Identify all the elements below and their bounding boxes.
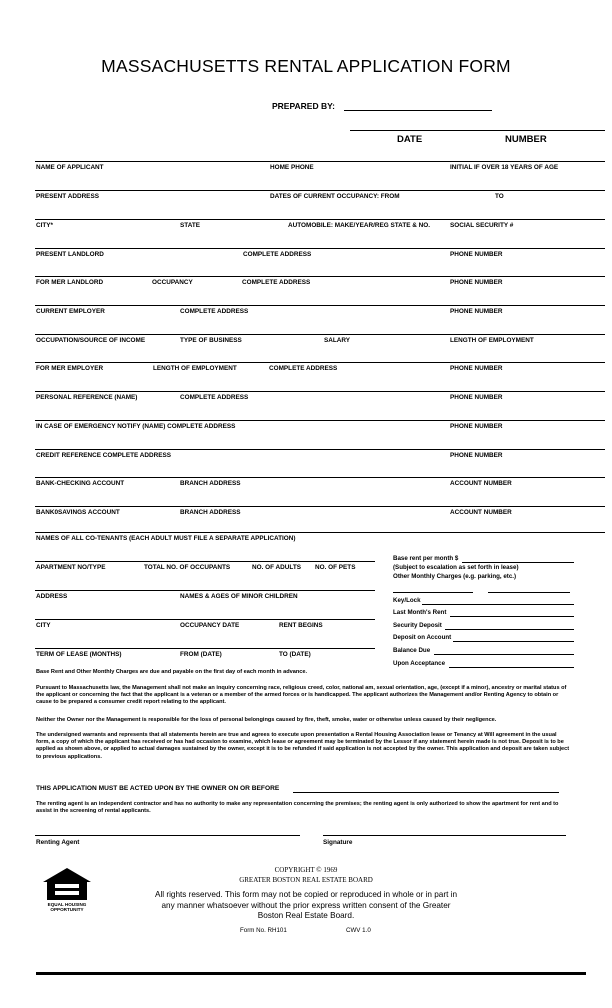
cotenants-label: NAMES OF ALL CO-TENANTS (EACH ADULT MUST FILE A SEPARATE APPLICATION): [36, 535, 296, 542]
no-pets-label: NO. OF PETS: [315, 564, 356, 571]
last-month-label: Last Month's Rent: [393, 609, 447, 616]
occupancy-label: OCCUPANCY: [152, 279, 193, 286]
field-line[interactable]: [35, 590, 375, 591]
length-of-employment-label: LENGTH OF EMPLOYMENT: [153, 365, 237, 372]
present-address-label: PRESENT ADDRESS: [36, 193, 99, 200]
phone-number-label: PHONE NUMBER: [450, 308, 503, 315]
current-employer-label: CURRENT EMPLOYER: [36, 308, 105, 315]
city-star-label: CITY*: [36, 222, 54, 229]
other-charges-label: Other Monthly Charges (e.g. parking, etc.): [393, 573, 517, 580]
to-date-label: TO (DATE): [279, 651, 311, 658]
field-line[interactable]: [35, 532, 605, 533]
account-number-label: ACCOUNT NUMBER: [450, 509, 512, 516]
law-paragraph: Pursuant to Massachusetts law, the Management shall not make an inquiry concerning race, religious creed, color, national am, sexual orientation, age, (except if a minor), ancestry or marital status of the applicant or concerning the fact that the applicant is a veteran or a member of the armed forces or is handicapped. The applicant authorizes the Management and/or Renting Agency to obtain or cause to be prepared a consumer credit report relating to the applicant.: [36, 685, 567, 706]
field-line[interactable]: [35, 219, 605, 220]
occupation-label: OCCUPATION/SOURCE OF INCOME: [36, 337, 146, 344]
bottom-rule: [36, 972, 586, 975]
upon-acceptance-line[interactable]: [449, 667, 574, 668]
term-of-lease-label: TERM OF LEASE (MONTHS): [36, 651, 122, 658]
other-charges-line[interactable]: [393, 592, 473, 593]
address-label: ADDRESS: [36, 593, 68, 600]
no-adults-label: NO. OF ADULTS: [252, 564, 301, 571]
base-rent-due-text: Base Rent and Other Monthly Charges are due and payable on the first day of each month in advance.: [36, 669, 308, 675]
acted-upon-line[interactable]: [293, 792, 559, 793]
occupancy-date-label: OCCUPANCY DATE: [180, 622, 240, 629]
type-of-business-label: TYPE OF BUSINESS: [180, 337, 242, 344]
base-rent-label: Base rent per month $: [393, 555, 459, 562]
total-occupants-label: TOTAL NO. OF OCCUPANTS: [144, 564, 231, 571]
apartment-type-label: APARTMENT NO/TYPE: [36, 564, 106, 571]
state-label: STATE: [180, 222, 200, 229]
upon-acceptance-label: Upon Acceptance: [393, 660, 446, 667]
equal-housing-logo: [41, 866, 93, 914]
liability-paragraph: Neither the Owner nor the Management is responsible for the loss of personal belongings caused by fire, theft, smoke, water or otherwise unless caused by their negligence.: [36, 717, 497, 723]
deposit-on-account-label: Deposit on Account: [393, 634, 452, 641]
renting-agent-line[interactable]: [35, 835, 300, 836]
field-line[interactable]: [35, 477, 605, 478]
name-of-applicant-label: NAME OF APPLICANT: [36, 164, 104, 171]
field-line[interactable]: [35, 334, 605, 335]
to-label: TO: [495, 193, 504, 200]
field-line[interactable]: [35, 449, 605, 450]
security-deposit-line[interactable]: [445, 629, 574, 630]
form-number: Form No. RH101: [240, 927, 287, 934]
deposit-on-account-line[interactable]: [453, 641, 574, 642]
base-rent-line[interactable]: [462, 562, 574, 563]
former-landlord-label: FOR MER LANDLORD: [36, 279, 104, 286]
from-date-label: FROM (DATE): [180, 651, 222, 658]
complete-address-label: COMPLETE ADDRESS: [180, 394, 249, 401]
board-text: GREATER BOSTON REAL ESTATE BOARD: [239, 876, 373, 884]
credit-reference-label: CREDIT REFERENCE COMPLETE ADDRESS: [36, 452, 172, 459]
key-lock-label: Key/Lock: [393, 597, 421, 604]
phone-number-label: PHONE NUMBER: [450, 279, 503, 286]
renting-agent-label: Renting Agent: [36, 839, 80, 846]
complete-address-label: COMPLETE ADDRESS: [180, 308, 249, 315]
account-number-label: ACCOUNT NUMBER: [450, 480, 512, 487]
salary-label: SALARY: [324, 337, 351, 344]
date-number-line[interactable]: [350, 130, 605, 131]
complete-address-label: COMPLETE ADDRESS: [242, 279, 311, 286]
dates-occupancy-label: DATES OF CURRENT OCCUPANCY: FROM: [270, 193, 400, 200]
field-line[interactable]: [35, 506, 605, 507]
branch-address-label: BRANCH ADDRESS: [180, 509, 241, 516]
field-line[interactable]: [35, 362, 605, 363]
rights-text: All rights reserved. This form may not be copied or reproduced in whole or in part in any manner whatsoever without the prior express written consent of the Greater Boston Real Estate Board.: [154, 890, 458, 920]
initial-18-label: INITIAL IF OVER 18 YEARS OF AGE: [450, 164, 559, 171]
field-line[interactable]: [35, 161, 605, 162]
complete-address-label: COMPLETE ADDRESS: [269, 365, 338, 372]
agent-paragraph: The renting agent is an independent contractor and has no authority to make any representation concerning the premises; the renting agent is only authorized to show the apartment for rent and to assist in the screening of rental applicants.: [36, 801, 559, 815]
field-line[interactable]: [35, 391, 605, 392]
phone-number-label: PHONE NUMBER: [450, 452, 503, 459]
form-title: MASSACHUSETTS RENTAL APPLICATION FORM: [101, 56, 511, 76]
number-header: NUMBER: [505, 134, 547, 145]
field-line[interactable]: [35, 561, 375, 562]
emergency-label: IN CASE OF EMERGENCY NOTIFY (NAME) COMPLETE ADDRESS: [36, 423, 236, 430]
minor-children-label: NAMES & AGES OF MINOR CHILDREN: [180, 593, 298, 600]
copyright-text: COPYRIGHT © 1969: [274, 866, 338, 874]
signature-line[interactable]: [323, 835, 566, 836]
field-line[interactable]: [35, 248, 605, 249]
phone-number-label: PHONE NUMBER: [450, 365, 503, 372]
date-header: DATE: [397, 134, 423, 145]
bank-checking-label: BANK-CHECKING ACCOUNT: [36, 480, 125, 487]
automobile-label: AUTOMOBILE: MAKE/YEAR/REG STATE & NO.: [288, 222, 431, 229]
field-line[interactable]: [35, 276, 605, 277]
warranty-paragraph: The undersigned warrants and represents that all statements herein are true and agrees to execute upon presentation a Rental Housing Association lease or Tenancy at Will agreement in the usual form, a copy of which the applicant has received or has had occasion to examine, which lease or agreement may be terminated by the Lessor if any statement herein made is not true. Deposit is to be applied as shown above, or applied to actual damages sustained by the owner, except it is to be refunded if said application is not accepted by the owner. This application and deposit are taken subject to previous applications.: [36, 732, 570, 760]
cwv-version: CWV 1.0: [346, 927, 371, 934]
rent-begins-label: RENT BEGINS: [279, 622, 323, 629]
present-landlord-label: PRESENT LANDLORD: [36, 251, 104, 258]
key-lock-line[interactable]: [422, 604, 574, 605]
phone-number-label: PHONE NUMBER: [450, 423, 503, 430]
field-line[interactable]: [35, 190, 605, 191]
field-line[interactable]: [35, 420, 605, 421]
field-line[interactable]: [35, 305, 605, 306]
security-deposit-label: Security Deposit: [393, 622, 442, 629]
former-employer-label: FOR MER EMPLOYER: [36, 365, 104, 372]
length-employment-label: LENGTH OF EMPLOYMENT: [450, 337, 534, 344]
balance-due-label: Balance Due: [393, 647, 431, 654]
home-phone-label: HOME PHONE: [270, 164, 314, 171]
phone-number-label: PHONE NUMBER: [450, 251, 503, 258]
balance-due-line[interactable]: [434, 654, 574, 655]
branch-address-label: BRANCH ADDRESS: [180, 480, 241, 487]
field-line[interactable]: [35, 648, 375, 649]
ssn-label: SOCIAL SECURITY #: [450, 222, 514, 229]
personal-reference-label: PERSONAL REFERENCE (NAME): [36, 394, 138, 401]
bank-savings-label: BANK0SAVINGS ACCOUNT: [36, 509, 120, 516]
prepared-by-label: PREPARED BY:: [272, 101, 335, 111]
phone-number-label: PHONE NUMBER: [450, 394, 503, 401]
acted-upon-label: THIS APPLICATION MUST BE ACTED UPON BY THE OWNER ON OR BEFORE: [36, 785, 280, 792]
other-charges-line-2[interactable]: [488, 592, 570, 593]
field-line[interactable]: [35, 619, 375, 620]
city-label: CITY: [36, 622, 51, 629]
signature-label: Signature: [323, 839, 353, 846]
last-month-line[interactable]: [450, 616, 574, 617]
prepared-by-line[interactable]: [344, 110, 492, 111]
escalation-note: (Subject to escalation as set forth in lease): [393, 564, 519, 571]
complete-address-label: COMPLETE ADDRESS: [243, 251, 312, 258]
logo-text: EQUAL HOUSING OPPORTUNITY: [47, 902, 87, 912]
